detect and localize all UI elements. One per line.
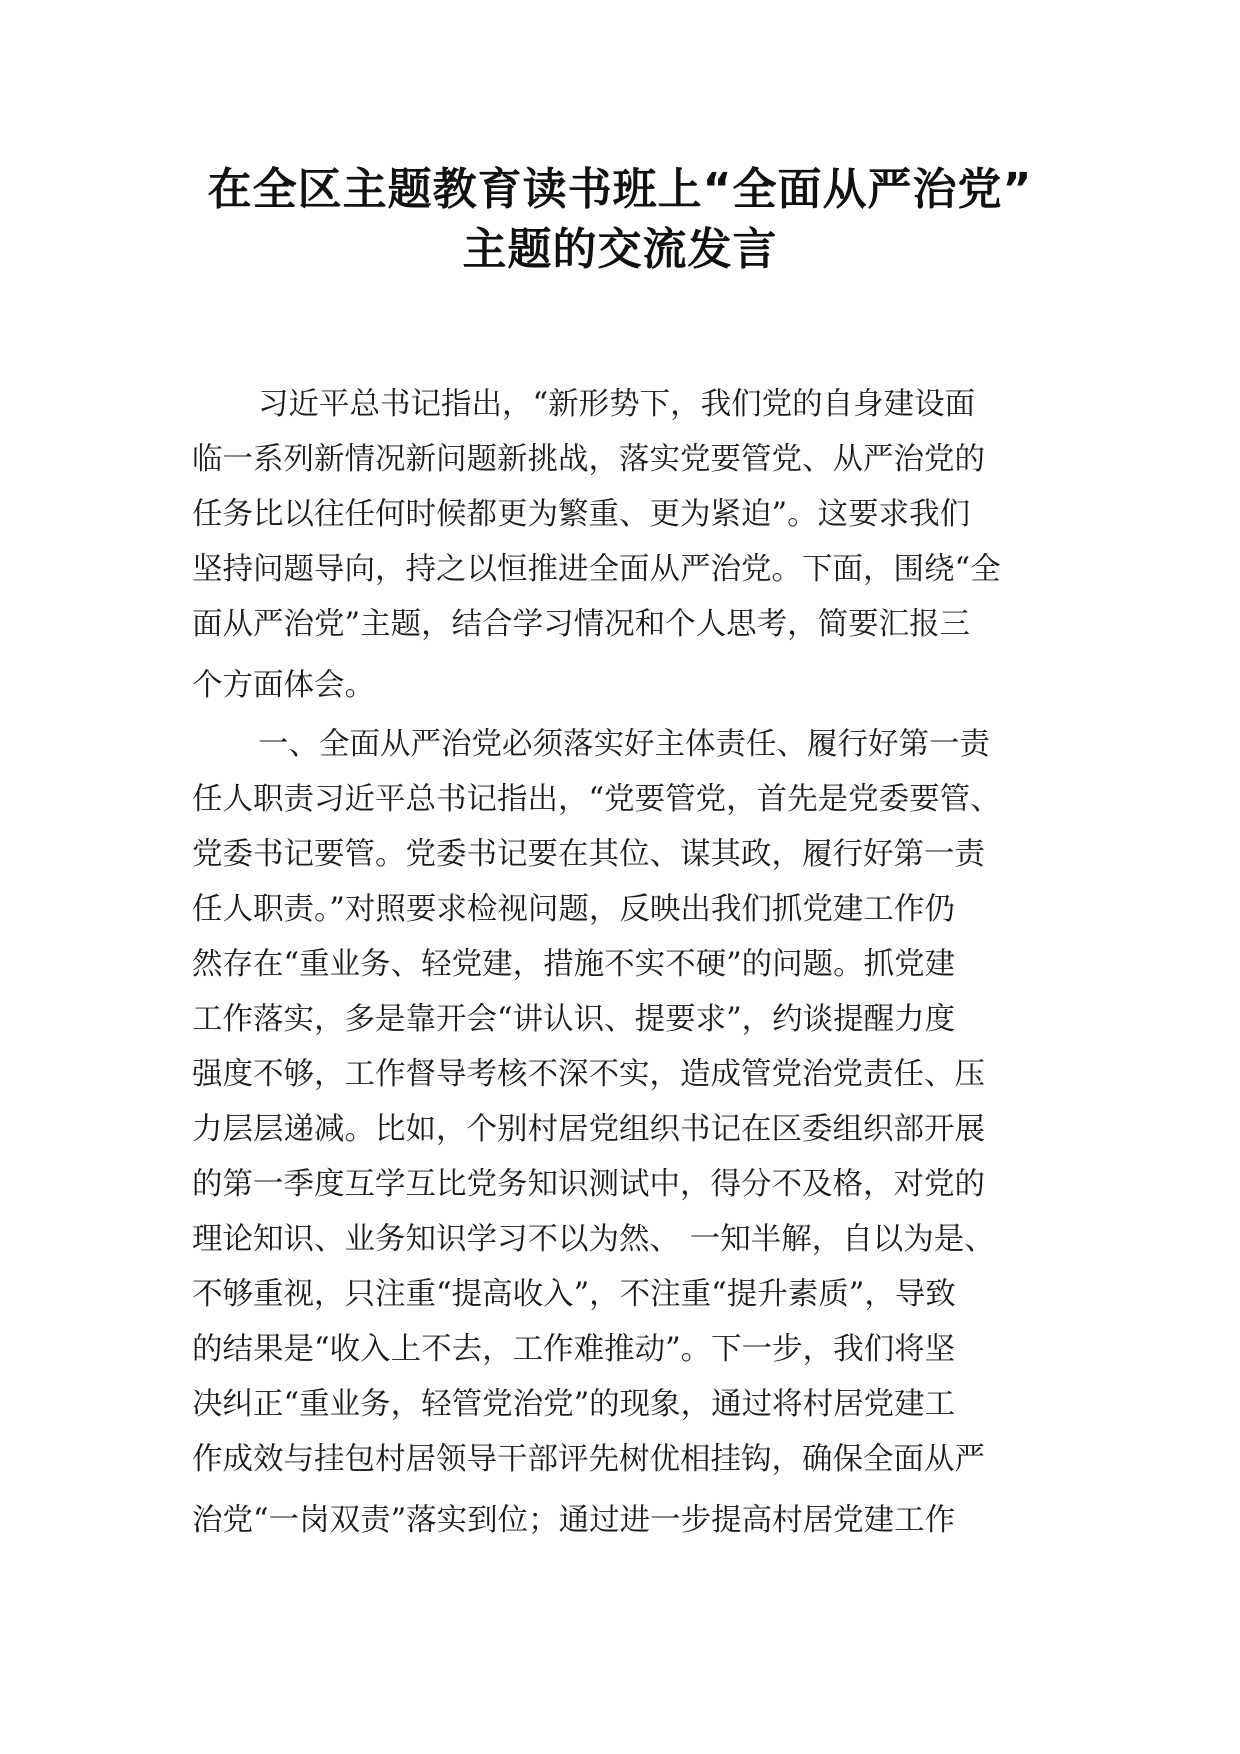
paragraph-2-line: 作成效与挂包村居领导干部评先树优相挂钩，确保全面从严 xyxy=(192,1442,985,1477)
paragraph-2-line: 然存在“重业务、轻党建，措施不实不硬”的问题。抓党建 xyxy=(192,947,956,982)
paragraph-2-line: 的第一季度互学互比党务知识测试中，得分不及格，对党的 xyxy=(192,1167,985,1202)
paragraph-1-line: 坚持问题导向，持之以恒推进全面从严治党。下面，围绕“全 xyxy=(192,552,1001,587)
paragraph-2-line: 的结果是“收入上不去，工作难推动”。下一步，我们将坚 xyxy=(192,1332,956,1367)
paragraph-2-line: 决纠正“重业务，轻管党治党”的现象，通过将村居党建工 xyxy=(192,1387,956,1422)
document-title-line-2: 主题的交流发言 xyxy=(462,224,778,275)
paragraph-2-line: 党委书记要管。党委书记要在其位、谋其政，履行好第一责 xyxy=(192,837,985,872)
paragraph-2-line: 强度不够，工作督导考核不深不实，造成管党治党责任、压 xyxy=(192,1057,985,1092)
paragraph-2-line: 力层层递减。比如，个别村居党组织书记在区委组织部开展 xyxy=(192,1112,985,1147)
paragraph-2-line: 理论知识、业务知识学习不以为然、 一知半解，自以为是、 xyxy=(192,1222,995,1257)
paragraph-2-line: 任人职责习近平总书记指出，“党要管党，首先是党委要管、 xyxy=(192,782,1001,817)
paragraph-2-line: 任人职责。”对照要求检视问题，反映出我们抓党建工作仍 xyxy=(192,892,955,927)
paragraph-1-line: 个方面体会。 xyxy=(192,668,375,703)
paragraph-1-line: 习近平总书记指出，“新形势下，我们党的自身建设面 xyxy=(258,387,976,422)
paragraph-2-line: 一、全面从严治党必须落实好主体责任、履行好第一责 xyxy=(258,727,990,762)
paragraph-1-line: 临一系列新情况新问题新挑战，落实党要管党、从严治党的 xyxy=(192,442,985,477)
document-title-line-1: 在全区主题教育读书班上“全面从严治党” xyxy=(207,164,1033,215)
paragraph-2-line: 工作落实，多是靠开会“讲认识、提要求”，约谈提醒力度 xyxy=(192,1002,956,1037)
paragraph-2-line: 不够重视，只注重“提高收入”，不注重“提升素质”，导致 xyxy=(192,1277,956,1312)
paragraph-1-line: 面从严治党”主题，结合学习情况和个人思考，简要汇报三 xyxy=(192,607,971,642)
paragraph-1-line: 任务比以往任何时候都更为繁重、更为紧迫”。这要求我们 xyxy=(192,497,971,532)
paragraph-2-line: 治党“一岗双责”落实到位；通过进一步提高村居党建工作 xyxy=(192,1503,956,1538)
